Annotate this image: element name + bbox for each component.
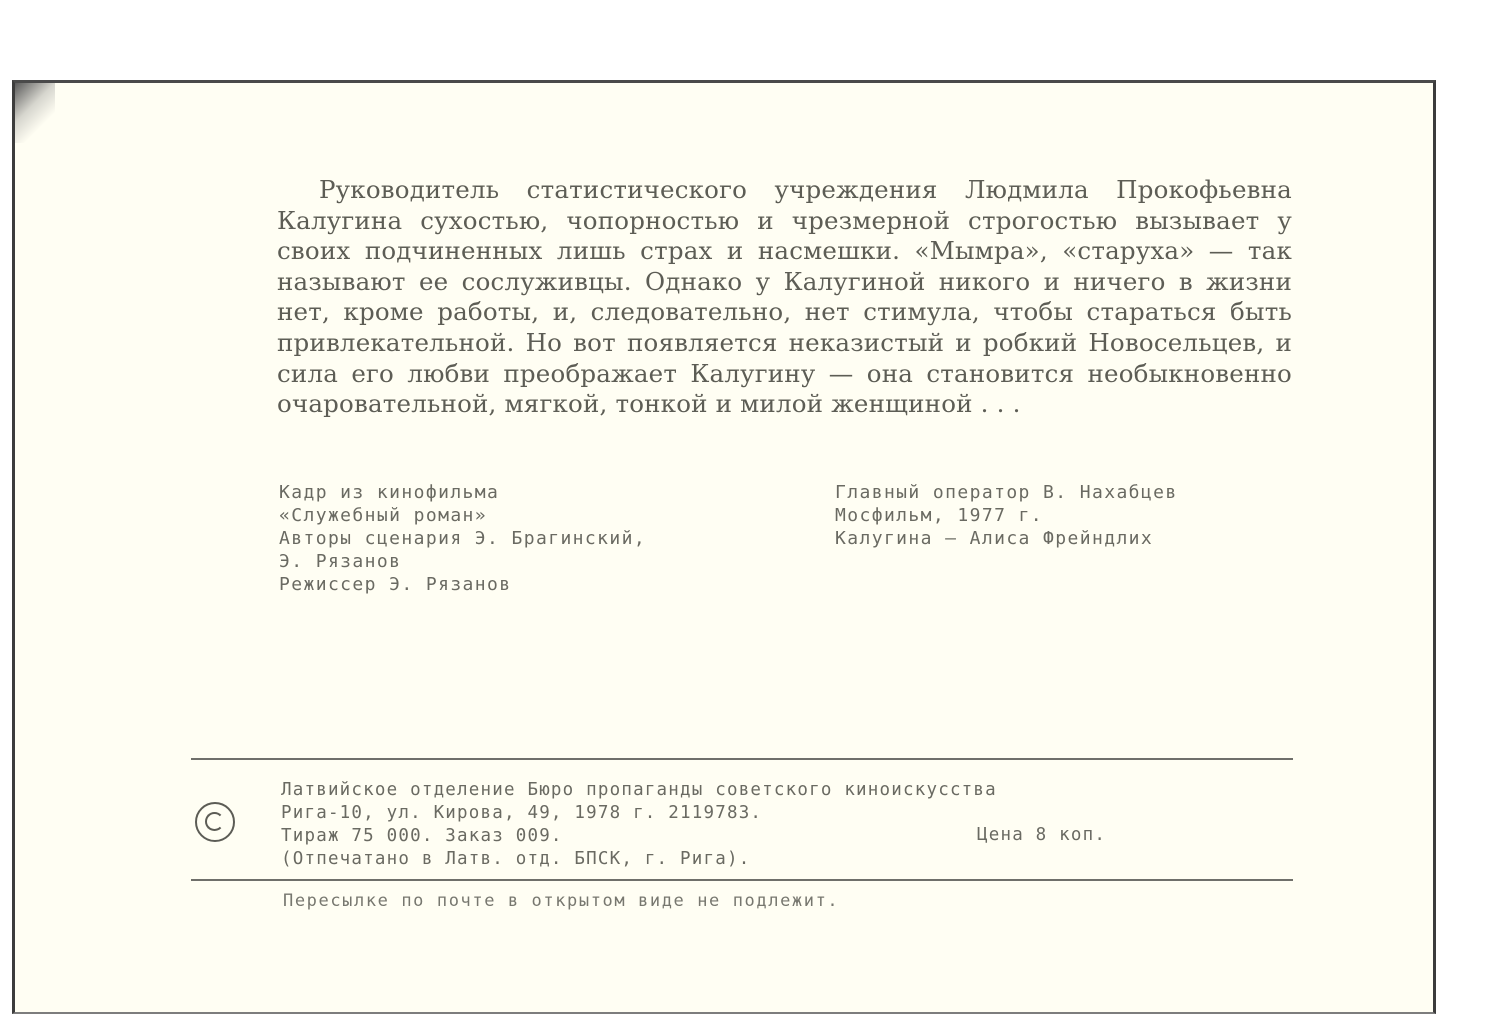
credits-right: [835, 481, 1178, 550]
corner-shadow: [15, 83, 55, 143]
bottom-divider: [191, 879, 1293, 881]
credit-line: Режиссер Э. Рязанов: [279, 574, 512, 595]
credits-left: [279, 481, 646, 596]
imprint-line: Тираж 75 000. Заказ 009.: [281, 826, 563, 846]
imprint-line: Рига-10, ул. Кирова, 49, 1978 г. 2119783.: [281, 803, 763, 823]
imprint-line: Латвийское отделение Бюро пропаганды советского киноискусства: [281, 780, 997, 800]
credit-line: Мосфильм, 1977 г.: [835, 505, 1044, 526]
postal-notice: Пересылке по почте в открытом виде не подлежит.: [283, 891, 840, 911]
credit-line: Кадр из кинофильма: [279, 482, 500, 503]
credit-line: Калугина — Алиса Фрейндлих: [835, 528, 1154, 549]
price-label: Цена 8 коп.: [977, 825, 1107, 845]
postcard-back: [12, 80, 1436, 1014]
imprint-line: (Отпечатано в Латв. отд. БПСК, г. Рига).: [281, 849, 751, 869]
credit-line: Авторы сценария Э. Брагинский,: [279, 528, 647, 549]
copyright-icon: [195, 802, 235, 842]
description-text: Руководитель статистического учреждения Людмила Прокофьевна Калугина сухостью, чопорностью и чрезмерной строгостью вызывает у своих подчиненных лишь страх и насмешки. «Мымра», «старуха» — так называют ее сослуживцы. Однако у Калугиной никого и ничего в жизни нет, кроме работы, и, следовательно, нет стимула, чтобы стараться быть привлекательной. Но вот появляется неказистый и робкий Новосельцев, и сила его любви преображает Калугину — она становится необыкновенно очаровательной, мягкой, тонкой и милой женщиной . . .: [277, 175, 1292, 419]
credit-line: «Служебный роман»: [279, 505, 488, 526]
film-description: [277, 175, 1292, 420]
top-divider: [191, 758, 1293, 760]
publisher-imprint: [281, 779, 997, 871]
credit-line: Главный оператор В. Нахабцев: [835, 482, 1178, 503]
credit-line: Э. Рязанов: [279, 551, 402, 572]
